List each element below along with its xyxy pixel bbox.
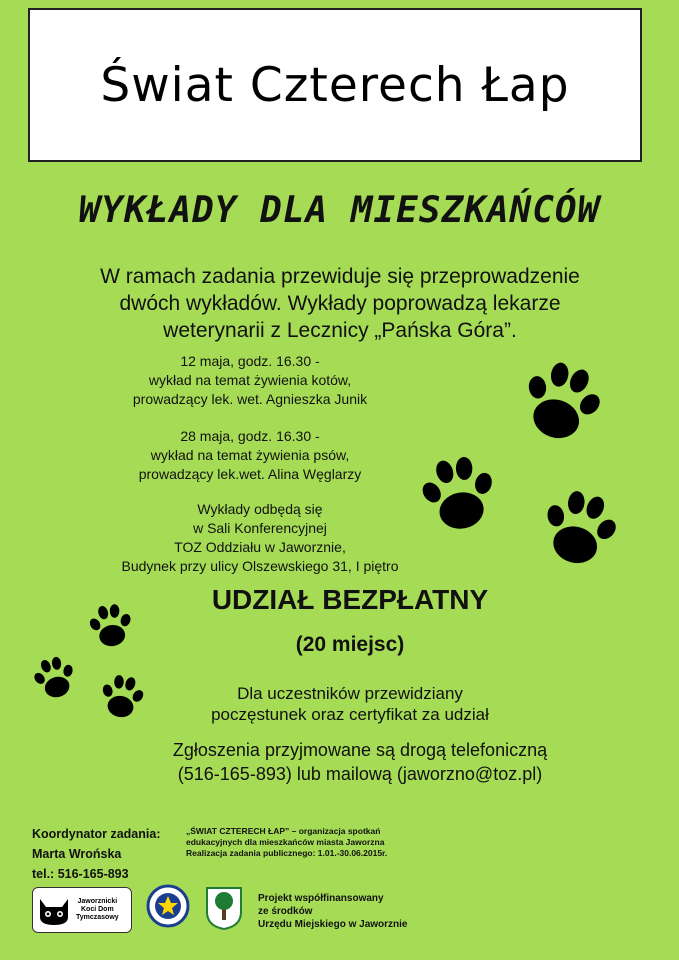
- lecture-line: prowadzący lek.wet. Alina Węglarzy: [138, 466, 362, 482]
- venue-line: w Sali Konferencyjnej: [193, 520, 327, 536]
- venue-line: TOZ Oddziału w Jaworznie,: [174, 539, 346, 555]
- contact-line: (516-165-893) lub mailową (jaworzno@toz.pl): [177, 764, 543, 784]
- logo-text-line: Tymczasowy: [76, 914, 119, 921]
- cofund-line: ze środków: [258, 906, 313, 917]
- lecture-line: prowadzący lek. wet. Agnieszka Junik: [132, 391, 368, 407]
- contact-info: [80, 738, 640, 786]
- intro-line: dwóch wykładów. Wykłady poprowadzą lekarze: [119, 292, 561, 315]
- lecture-line: wykład na temat żywienia kotów,: [148, 372, 352, 388]
- intro-text: [40, 263, 640, 344]
- free-participation: UDZIAŁ BEZPŁATNY: [211, 584, 489, 615]
- jaworzno-coat-of-arms-icon: [205, 886, 243, 930]
- toz-emblem-icon: [146, 884, 190, 928]
- lecture-line: wykład na temat żywienia psów,: [150, 447, 350, 463]
- cofunding-info: [258, 892, 407, 931]
- coordinator-label: Koordynator zadania:: [32, 827, 161, 841]
- lecture-line: 12 maja, godz. 16.30 -: [180, 353, 320, 369]
- paw-icon: [418, 450, 500, 542]
- lecture-1: [100, 352, 400, 409]
- project-line: edukacyjnych dla mieszkańców miasta Jaworzna: [186, 837, 385, 847]
- coordinator-block: [32, 824, 161, 884]
- places-count: (20 miejsc): [295, 633, 405, 656]
- lecture-line: 28 maja, godz. 16.30 -: [180, 428, 320, 444]
- paw-icon: [518, 358, 604, 450]
- venue-line: Wykłady odbędą się: [197, 501, 323, 517]
- intro-line: weterynarii z Lecznicy „Pańska Góra”.: [163, 319, 517, 342]
- venue-line: Budynek przy ulicy Olszewskiego 31, I piętro: [121, 558, 399, 574]
- logo-text-line: Koci Dom: [81, 906, 114, 913]
- reward-line: poczęstunek oraz certyfikat za udział: [211, 705, 489, 724]
- venue-info: [70, 500, 450, 576]
- paw-icon: [538, 483, 620, 578]
- logo-text-line: Jaworznicki: [77, 898, 118, 905]
- coordinator-phone: tel.: 516-165-893: [32, 867, 129, 881]
- reward-line: Dla uczestników przewidziany: [237, 684, 463, 703]
- paw-icon: [32, 653, 78, 705]
- intro-line: W ramach zadania przewiduje się przeprowadzenie: [100, 265, 580, 288]
- title-box: [28, 8, 642, 162]
- contact-line: Zgłoszenia przyjmowane są drogą telefoniczną: [172, 740, 548, 760]
- main-heading: WYKŁADY DLA MIESZKAŃCÓW: [78, 190, 601, 231]
- reward-info: [100, 683, 600, 725]
- koci-dom-text: [76, 898, 119, 922]
- cofund-line: Urzędu Miejskiego w Jaworznie: [258, 919, 408, 930]
- paw-icon: [98, 672, 146, 724]
- cofund-line: Projekt współfinansowany: [258, 893, 384, 904]
- project-info: [186, 826, 387, 859]
- cat-icon: [36, 893, 72, 927]
- project-line: Realizacja zadania publicznego: 1.01.-30.06.2015r.: [186, 848, 388, 858]
- coordinator-name: Marta Wrońska: [32, 847, 122, 861]
- project-line: „ŚWIAT CZTERECH ŁAP” – organizacja spotkań: [186, 826, 381, 836]
- koci-dom-logo: [32, 887, 132, 933]
- poster-title: Świat Czterech Łap: [100, 57, 570, 113]
- lecture-2: [100, 427, 400, 484]
- paw-icon: [87, 600, 135, 654]
